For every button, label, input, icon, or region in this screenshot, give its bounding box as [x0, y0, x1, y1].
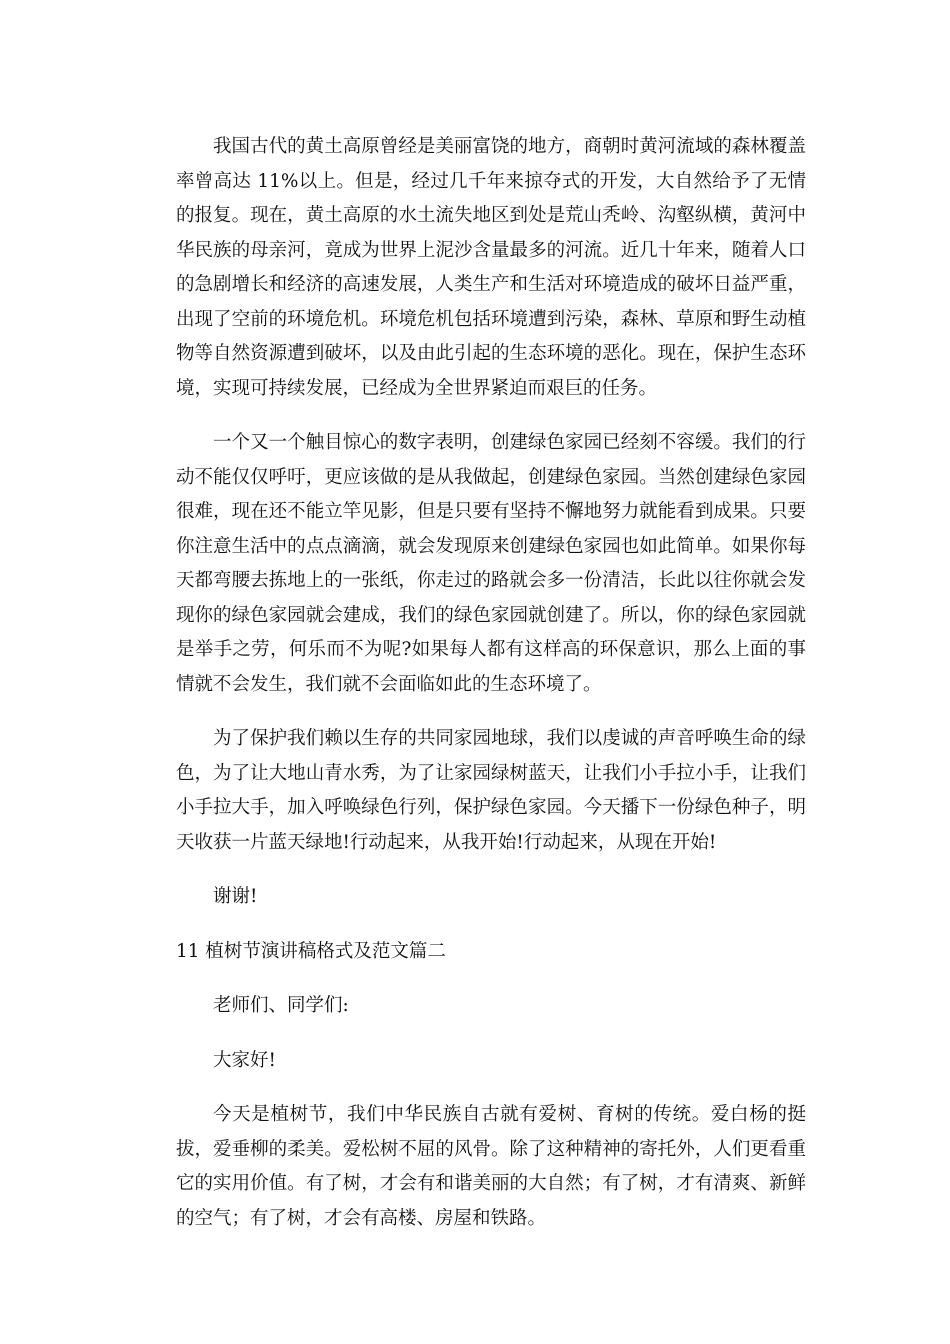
document-body: [176, 130, 806, 1256]
paragraph-green-home: 一个又一个触目惊心的数字表明，创建绿色家园已经刻不容缓。我们的行动不能仅仅呼吁，更应该做的是从我做起，创建绿色家园。当然创建绿色家园很难，现在还不能立竿见影，但是只要有坚持不懈地努力就能看到成果。只要你注意生活中的点点滴滴，就会发现原来创建绿色家园也如此简单。如果你每天都弯腰去拣地上的一张纸，你走过的路就会多一份清洁，长此以往你就会发现你的绿色家园就会建成，我们的绿色家园就创建了。所以，你的绿色家园就是举手之劳，何乐而不为呢?如果每人都有这样高的环保意识，那么上面的事情就不会发生，我们就不会面临如此的生态环境了。: [176, 432, 806, 695]
paragraph-thanks: 谢谢!: [213, 886, 258, 907]
paragraph-arbor-day: 今天是植树节，我们中华民族自古就有爱树、育树的传统。爱白杨的挺拔，爱垂柳的柔美。爱松树不屈的风骨。除了这种精神的寄托外，人们更看重它的实用价值。有了树，才会有和谐美丽的大自然；有了树，才有清爽、新鲜的空气；有了树，才会有高楼、房屋和铁路。: [176, 1104, 806, 1229]
paragraph-greeting-teachers: 老师们、同学们:: [213, 995, 349, 1016]
paragraph-loess-plateau: 我国古代的黄土高原曾经是美丽富饶的地方，商朝时黄河流域的森林覆盖率曾高达 11%以上。但是，经过几千年来掠夺式的开发，大自然给予了无情的报复。现在，黄土高原的水土流失地区到处是荒山秃岭、沟壑纵横，黄河中华民族的母亲河，竟成为世界上泥沙含量最多的河流。近几十年来，随着人口的急剧增长和经济的高速发展，人类生产和生活对环境造成的破坏日益严重，出现了空前的环境危机。环境危机包括环境遭到污染，森林、草原和野生动植物等自然资源遭到破坏，以及由此引起的生态环境的恶化。现在，保护生态环境，实现可持续发展，已经成为全世界紧迫而艰巨的任务。: [176, 136, 806, 399]
section-heading: 11 植树节演讲稿格式及范文篇二: [176, 940, 446, 962]
paragraph-greeting-all: 大家好!: [213, 1049, 276, 1071]
paragraph-call-to-action: 为了保护我们赖以生存的共同家园地球，我们以虔诚的声音呼唤生命的绿色，为了让大地山青水秀，为了让家园绿树蓝天，让我们小手拉小手，让我们小手拉大手，加入呼唤绿色行列，保护绿色家园。今天播下一份绿色种子，明天收获一片蓝天绿地!行动起来，从我开始!行动起来，从现在开始!: [176, 728, 806, 853]
